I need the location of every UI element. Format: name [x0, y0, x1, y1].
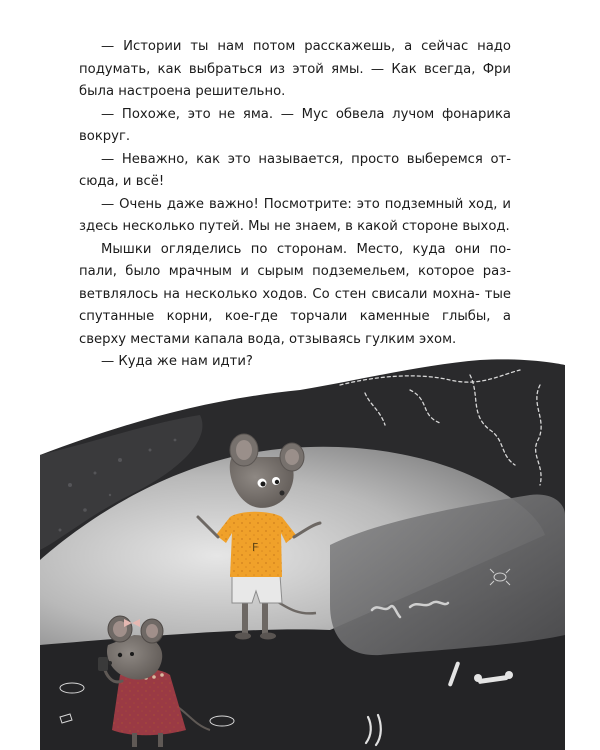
shirt-letter: F: [252, 541, 259, 554]
paragraph-3: — Неважно, как это называется, просто выберемся от- сюда, и всё!: [79, 151, 511, 189]
cave-illustration: [0, 345, 600, 750]
paragraph-4: — Очень даже важно! Посмотрите: это подземный ход, и здесь несколько путей. Мы не знаем, в какой стороне выход.: [79, 196, 511, 234]
story-text: [79, 36, 511, 374]
paragraph-1: — Истории ты нам потом расскажешь, а сейчас надо подумать, как выбраться из этой ямы. — Как всегда, Фри была настроена решительно.: [79, 39, 511, 99]
cave-scene: [0, 345, 600, 750]
paragraph-5: Мышки огляделись по сторонам. Место, куда они по- пали, было мрачным и сырым подземельем, которое раз- ветвлялось на несколько ходов. Со стен свисали мохна- тые спутанные корни, кое-где торчали каменные глыбы, а сверху местами капала вода, отзываясь гулким эхом.: [79, 241, 511, 347]
paragraph-6: — Куда же нам идти?: [101, 354, 253, 369]
paragraph-2: — Похоже, это не яма. — Мус обвела лучом фонарика вокруг.: [79, 106, 511, 144]
